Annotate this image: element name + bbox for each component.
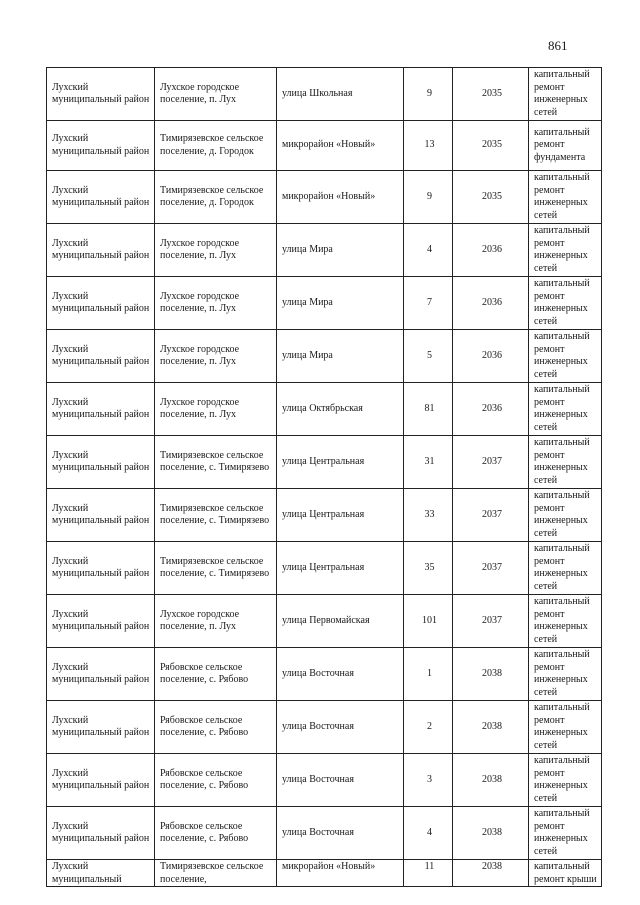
settlement-cell	[155, 171, 277, 224]
house-number-cell-text: 31	[424, 455, 435, 467]
house-number-cell	[404, 542, 453, 595]
settlement-cell-text: Тимирязевское сельское поселение,	[160, 861, 264, 885]
table-row	[47, 171, 602, 224]
work-type-cell	[529, 648, 602, 701]
house-number-cell	[404, 277, 453, 330]
street-cell-text: улица Мира	[282, 349, 333, 361]
year-cell-text: 2038	[482, 667, 502, 679]
settlement-cell	[155, 595, 277, 648]
year-cell-text: 2036	[482, 349, 502, 361]
year-cell	[453, 542, 529, 595]
table-row	[47, 860, 602, 887]
street-cell-text: улица Первомайская	[282, 614, 370, 626]
work-type-cell	[529, 807, 602, 860]
settlement-cell	[155, 436, 277, 489]
work-type-cell	[529, 277, 602, 330]
work-type-cell	[529, 542, 602, 595]
settlement-cell-text: Лухское городское поселение, п. Лух	[160, 81, 240, 105]
settlement-cell-text: Тимирязевское сельское поселение, д. Городок	[160, 133, 264, 157]
district-cell	[47, 807, 155, 860]
house-number-cell-text: 81	[424, 402, 435, 414]
district-cell	[47, 489, 155, 542]
year-cell	[453, 330, 529, 383]
settlement-cell-text: Лухское городское поселение, п. Лух	[160, 608, 240, 632]
house-number-cell	[404, 489, 453, 542]
district-cell-text: Лухский муниципальный район	[52, 767, 150, 791]
work-type-cell	[529, 595, 602, 648]
house-number-cell-text: 9	[427, 190, 432, 202]
work-type-cell-text: капитальный ремонт фундамента	[534, 126, 590, 163]
table-row	[47, 68, 602, 121]
year-cell-text: 2037	[482, 561, 502, 573]
work-type-cell	[529, 701, 602, 754]
work-type-cell-text: капитальный ремонт инженерных сетей	[534, 702, 590, 751]
street-cell	[277, 277, 404, 330]
house-number-cell-text: 101	[422, 614, 437, 626]
street-cell	[277, 754, 404, 807]
table-row	[47, 807, 602, 860]
work-type-cell	[529, 121, 602, 171]
table-body	[47, 68, 602, 887]
street-cell	[277, 648, 404, 701]
district-cell	[47, 121, 155, 171]
year-cell-text: 2038	[482, 720, 502, 732]
table-row	[47, 121, 602, 171]
house-number-cell-text: 3	[427, 773, 432, 785]
street-cell	[277, 436, 404, 489]
work-type-cell-text: капитальный ремонт инженерных сетей	[534, 384, 590, 433]
settlement-cell	[155, 383, 277, 436]
work-type-cell	[529, 754, 602, 807]
street-cell-text: улица Центральная	[282, 508, 365, 520]
year-cell	[453, 224, 529, 277]
district-cell	[47, 595, 155, 648]
district-cell	[47, 860, 155, 887]
settlement-cell-text: Тимирязевское сельское поселение, с. Тимирязево	[160, 449, 270, 473]
district-cell-text: Лухский муниципальный район	[52, 343, 150, 367]
year-cell-text: 2038	[482, 861, 502, 872]
table-row	[47, 489, 602, 542]
housing-repair-table	[46, 67, 602, 887]
page-number: 861	[548, 38, 568, 53]
year-cell	[453, 171, 529, 224]
house-number-cell-text: 33	[424, 508, 435, 520]
settlement-cell	[155, 807, 277, 860]
district-cell-text: Лухский муниципальный район	[52, 714, 150, 738]
district-cell-text: Лухский муниципальный район	[52, 133, 150, 157]
table-row	[47, 648, 602, 701]
settlement-cell	[155, 68, 277, 121]
house-number-cell-text: 4	[427, 243, 432, 255]
work-type-cell-text: капитальный ремонт инженерных сетей	[534, 649, 590, 698]
house-number-cell	[404, 436, 453, 489]
street-cell	[277, 807, 404, 860]
work-type-cell-text: капитальный ремонт инженерных сетей	[534, 69, 590, 118]
settlement-cell-text: Тимирязевское сельское поселение, с. Тимирязево	[160, 502, 270, 526]
district-cell-text: Лухский муниципальный район	[52, 555, 150, 579]
work-type-cell-text: капитальный ремонт инженерных сетей	[534, 331, 590, 380]
settlement-cell	[155, 542, 277, 595]
year-cell-text: 2035	[482, 139, 502, 151]
street-cell	[277, 595, 404, 648]
work-type-cell-text: капитальный ремонт инженерных сетей	[534, 543, 590, 592]
work-type-cell-text: капитальный ремонт инженерных сетей	[534, 596, 590, 645]
table-row	[47, 277, 602, 330]
district-cell	[47, 701, 155, 754]
street-cell-text: улица Мира	[282, 296, 333, 308]
settlement-cell	[155, 648, 277, 701]
work-type-cell-text: капитальный ремонт инженерных сетей	[534, 755, 590, 804]
district-cell	[47, 330, 155, 383]
street-cell-text: улица Восточная	[282, 826, 354, 838]
settlement-cell	[155, 701, 277, 754]
year-cell-text: 2037	[482, 508, 502, 520]
house-number-cell-text: 9	[427, 87, 432, 99]
district-cell	[47, 542, 155, 595]
house-number-cell-text: 2	[427, 720, 432, 732]
settlement-cell	[155, 754, 277, 807]
street-cell-text: улица Восточная	[282, 720, 354, 732]
street-cell-text: микрорайон «Новый»	[282, 190, 376, 202]
district-cell-text: Лухский муниципальный район	[52, 81, 150, 105]
house-number-cell	[404, 595, 453, 648]
settlement-cell	[155, 224, 277, 277]
year-cell-text: 2036	[482, 402, 502, 414]
street-cell-text: улица Центральная	[282, 455, 365, 467]
settlement-cell-text: Тимирязевское сельское поселение, с. Тимирязево	[160, 555, 270, 579]
table-row	[47, 224, 602, 277]
house-number-cell-text: 13	[424, 139, 435, 151]
work-type-cell-text: капитальный ремонт инженерных сетей	[534, 278, 590, 327]
district-cell-text: Лухский муниципальный район	[52, 449, 150, 473]
district-cell	[47, 68, 155, 121]
house-number-cell	[404, 648, 453, 701]
house-number-cell-text: 11	[424, 861, 435, 872]
house-number-cell	[404, 807, 453, 860]
street-cell-text: улица Восточная	[282, 773, 354, 785]
house-number-cell-text: 4	[427, 826, 432, 838]
work-type-cell-text: капитальный ремонт инженерных сетей	[534, 808, 590, 857]
settlement-cell-text: Лухское городское поселение, п. Лух	[160, 343, 240, 367]
settlement-cell	[155, 121, 277, 171]
settlement-cell-text: Рябовское сельское поселение, с. Рябово	[160, 767, 249, 791]
street-cell-text: улица Октябрьская	[282, 402, 363, 414]
house-number-cell-text: 5	[427, 349, 432, 361]
street-cell	[277, 224, 404, 277]
year-cell-text: 2035	[482, 190, 502, 202]
work-type-cell-text: капитальный ремонт инженерных сетей	[534, 225, 590, 274]
house-number-cell	[404, 224, 453, 277]
district-cell	[47, 436, 155, 489]
house-number-cell	[404, 330, 453, 383]
house-number-cell-text: 1	[427, 667, 432, 679]
year-cell	[453, 595, 529, 648]
settlement-cell-text: Тимирязевское сельское поселение, д. Городок	[160, 184, 264, 208]
district-cell-text: Лухский муниципальный район	[52, 396, 150, 420]
street-cell	[277, 330, 404, 383]
settlement-cell-text: Рябовское сельское поселение, с. Рябово	[160, 820, 249, 844]
house-number-cell	[404, 701, 453, 754]
year-cell	[453, 121, 529, 171]
street-cell	[277, 489, 404, 542]
work-type-cell	[529, 68, 602, 121]
settlement-cell-text: Рябовское сельское поселение, с. Рябово	[160, 714, 249, 738]
year-cell	[453, 277, 529, 330]
work-type-cell-text: капитальный ремонт инженерных сетей	[534, 490, 590, 539]
street-cell	[277, 701, 404, 754]
settlement-cell	[155, 330, 277, 383]
district-cell	[47, 383, 155, 436]
street-cell-text: улица Школьная	[282, 87, 353, 99]
table-row	[47, 383, 602, 436]
district-cell-text: Лухский муниципальный район	[52, 661, 150, 685]
house-number-cell	[404, 383, 453, 436]
street-cell-text: улица Восточная	[282, 667, 354, 679]
year-cell-text: 2037	[482, 614, 502, 626]
work-type-cell-text: капитальный ремонт крыши	[534, 861, 597, 885]
year-cell-text: 2036	[482, 243, 502, 255]
district-cell	[47, 277, 155, 330]
year-cell-text: 2038	[482, 826, 502, 838]
house-number-cell	[404, 754, 453, 807]
year-cell	[453, 860, 529, 887]
year-cell	[453, 68, 529, 121]
street-cell	[277, 68, 404, 121]
district-cell	[47, 224, 155, 277]
table-row	[47, 754, 602, 807]
street-cell	[277, 383, 404, 436]
settlement-cell-text: Лухское городское поселение, п. Лух	[160, 237, 240, 261]
settlement-cell-text: Лухское городское поселение, п. Лух	[160, 290, 240, 314]
district-cell	[47, 754, 155, 807]
house-number-cell	[404, 121, 453, 171]
year-cell-text: 2036	[482, 296, 502, 308]
work-type-cell	[529, 224, 602, 277]
year-cell	[453, 489, 529, 542]
year-cell	[453, 807, 529, 860]
settlement-cell-text: Лухское городское поселение, п. Лух	[160, 396, 240, 420]
street-cell-text: микрорайон «Новый»	[282, 139, 376, 151]
work-type-cell	[529, 489, 602, 542]
district-cell-text: Лухский муниципальный район	[52, 237, 150, 261]
year-cell	[453, 436, 529, 489]
street-cell-text: улица Центральная	[282, 561, 365, 573]
year-cell	[453, 648, 529, 701]
year-cell	[453, 383, 529, 436]
district-cell-text: Лухский муниципальный район	[52, 820, 150, 844]
year-cell	[453, 701, 529, 754]
work-type-cell-text: капитальный ремонт инженерных сетей	[534, 172, 590, 221]
table-row	[47, 436, 602, 489]
work-type-cell	[529, 436, 602, 489]
year-cell-text: 2035	[482, 87, 502, 99]
work-type-cell-text: капитальный ремонт инженерных сетей	[534, 437, 590, 486]
table-row	[47, 542, 602, 595]
settlement-cell	[155, 860, 277, 887]
year-cell-text: 2038	[482, 773, 502, 785]
street-cell-text: микрорайон «Новый»	[282, 861, 376, 872]
table-row	[47, 701, 602, 754]
work-type-cell	[529, 383, 602, 436]
street-cell	[277, 121, 404, 171]
district-cell	[47, 648, 155, 701]
settlement-cell	[155, 277, 277, 330]
settlement-cell	[155, 489, 277, 542]
house-number-cell	[404, 68, 453, 121]
street-cell	[277, 542, 404, 595]
street-cell-text: улица Мира	[282, 243, 333, 255]
table-row	[47, 595, 602, 648]
settlement-cell-text: Рябовское сельское поселение, с. Рябово	[160, 661, 249, 685]
house-number-cell	[404, 860, 453, 887]
work-type-cell	[529, 330, 602, 383]
street-cell	[277, 171, 404, 224]
year-cell-text: 2037	[482, 455, 502, 467]
district-cell-text: Лухский муниципальный район	[52, 608, 150, 632]
year-cell	[453, 754, 529, 807]
house-number-cell	[404, 171, 453, 224]
district-cell-text: Лухский муниципальный район	[52, 290, 150, 314]
district-cell-text: Лухский муниципальный район	[52, 184, 150, 208]
district-cell-text: Лухский муниципальный	[52, 861, 122, 885]
work-type-cell	[529, 171, 602, 224]
street-cell	[277, 860, 404, 887]
house-number-cell-text: 7	[427, 296, 432, 308]
table-row	[47, 330, 602, 383]
district-cell-text: Лухский муниципальный район	[52, 502, 150, 526]
house-number-cell-text: 35	[424, 561, 435, 573]
district-cell	[47, 171, 155, 224]
work-type-cell	[529, 860, 602, 887]
